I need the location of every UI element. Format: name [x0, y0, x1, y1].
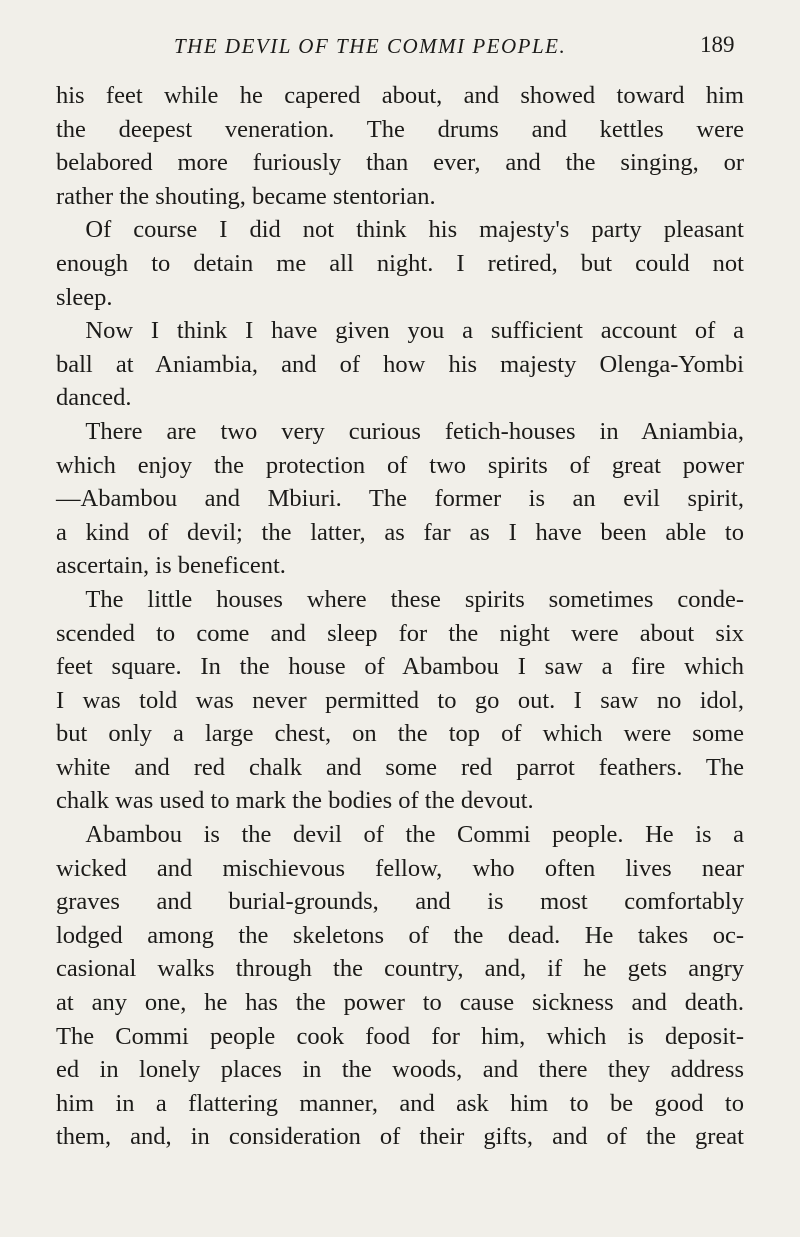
text-line: The little houses where these spirits sometimes conde- [85, 585, 744, 613]
text-line: feet square. In the house of Abambou I saw a fire which [56, 653, 744, 681]
text-line: There are two very curious fetich-houses in Aniambia, [85, 417, 744, 445]
text-line: The Commi people cook food for him, which is deposit- [56, 1022, 744, 1050]
text-line: him in a flattering manner, and ask him to be good to [56, 1089, 744, 1117]
text-line: belabored more furiously than ever, and the singing, or [56, 149, 744, 177]
text-line: enough to detain me all night. I retired, but could not [56, 249, 744, 277]
text-line: a kind of devil; the latter, as far as I have been able to [56, 518, 744, 546]
text-line: scended to come and sleep for the night were about six [56, 619, 744, 647]
text-line: graves and burial-grounds, and is most comfortably [56, 888, 744, 916]
page-number: 189 [700, 32, 735, 57]
text-line: chalk was used to mark the bodies of the devout. [56, 787, 534, 815]
text-line: wicked and mischievous fellow, who often lives near [56, 854, 744, 882]
text-line: I was told was never permitted to go out. I saw no idol, [56, 686, 744, 714]
running-title: THE DEVIL OF THE COMMI PEOPLE. [174, 34, 567, 58]
text-line: his feet while he capered about, and showed toward him [56, 82, 744, 109]
text-line: them, and, in consideration of their gifts, and of the great [56, 1123, 744, 1151]
text-line: Abambou is the devil of the Commi people. He is a [85, 821, 744, 849]
text-line: sleep. [56, 283, 113, 311]
text-line: white and red chalk and some red parrot feathers. The [56, 753, 744, 781]
body-text [56, 79, 744, 1154]
text-line: the deepest veneration. The drums and kettles were [56, 115, 744, 143]
text-line: ed in lonely places in the woods, and there they address [56, 1056, 744, 1084]
text-line: casional walks through the country, and, if he gets angry [56, 955, 744, 983]
text-line: rather the shouting, became stentorian. [56, 182, 436, 210]
text-line: lodged among the skeletons of the dead. He takes oc- [56, 921, 744, 949]
text-line: but only a large chest, on the top of which were some [56, 720, 744, 748]
text-line: Now I think I have given you a sufficient account of a [85, 317, 744, 345]
text-line: danced. [56, 384, 132, 412]
text-line: ascertain, is beneficent. [56, 552, 286, 580]
text-line: —Abambou and Mbiuri. The former is an evil spirit, [56, 485, 744, 513]
text-line: at any one, he has the power to cause sickness and death. [56, 989, 744, 1017]
text-line: ball at Aniambia, and of how his majesty Olenga-Yombi [56, 350, 744, 378]
text-line: Of course I did not think his majesty's party pleasant [85, 216, 744, 244]
text-line: which enjoy the protection of two spirits of great power [56, 451, 744, 479]
